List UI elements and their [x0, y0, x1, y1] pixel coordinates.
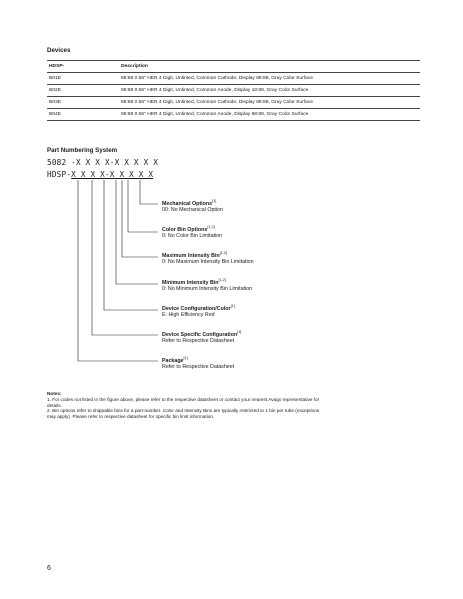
part-number-line-5082: 5082 -X X X X-X X X X X — [47, 158, 159, 167]
option-footnote: [1,2] — [207, 225, 215, 229]
table-cell: 88:88 0.56" HER 4 Digit, Untinted, Common Cathode, Display 88:88, Gray Color Surface — [121, 100, 314, 105]
page-number: 6 — [47, 565, 51, 572]
table-cell: 88:88 0.56" HER 4 Digit, Untinted, Common Anode, Display 88:88, Gray Color Surface — [121, 112, 309, 117]
option-desc: 0: No Color Bin Limitation — [162, 233, 223, 240]
option-desc: Refer to Respective Datasheet — [162, 338, 235, 345]
option-device-specific — [162, 329, 241, 345]
option-footnote: [1,2] — [218, 278, 226, 282]
table-cell: B01E — [49, 76, 61, 81]
option-label: Mechanical Options — [162, 200, 213, 207]
column-header: Description — [121, 64, 148, 69]
table-cell: B02E — [49, 88, 61, 93]
table-cell: B04E — [49, 112, 61, 117]
column-header: HDSP- — [49, 64, 65, 69]
option-label: Color Bin Options — [162, 226, 208, 233]
option-desc: 0: No Maximum Intensity Bin Limitation — [162, 259, 254, 266]
option-desc: E: High Efficiency Red — [162, 312, 215, 319]
table-cell: 88:88 0.56" HER 4 Digit, Untinted, Common Cathode, Display 88:88, Gray Color Surface — [121, 76, 314, 81]
option-label: Minimum Intensity Bin — [162, 279, 219, 286]
option-min-intensity — [162, 277, 252, 293]
option-label: Maximum Intensity Bin — [162, 252, 220, 259]
option-label: Device Specific Configuration — [162, 331, 238, 338]
option-desc: 00: No Mechanical Option — [162, 207, 223, 214]
option-footnote: [1] — [237, 330, 242, 334]
part-positions: X X X X-X X X X X — [71, 170, 154, 179]
option-footnote: [1] — [230, 304, 235, 308]
option-footnote: [1] — [183, 356, 188, 360]
option-package — [162, 355, 234, 371]
option-label: Device Configuration/Color — [162, 305, 231, 312]
option-color-bin — [162, 224, 222, 240]
option-desc: 0: No Minimum Intensity Bin Limitation — [162, 286, 253, 293]
option-label: Package — [162, 357, 184, 364]
notes-title: Notes: — [47, 391, 62, 396]
note-item: 2. Bin options refer to shippable bins for a part-number. Color and Intensity Bins are typically restricted to 1 bin per tube (exceptions may apply). Please refer to respective datasheet for specific bin limit information. — [47, 408, 320, 420]
table-cell: B03E — [49, 100, 61, 105]
option-mechanical — [162, 198, 223, 214]
devices-title: Devices — [47, 47, 71, 54]
note-item: 1. For codes not listed in the figure above, please refer to the respective datasheet or contact your nearest Avago representative for details. — [47, 396, 320, 408]
notes-section — [47, 391, 327, 420]
option-device-config — [162, 303, 235, 319]
part-numbering-title: Part Numbering System — [47, 147, 118, 154]
option-desc: Refer to Respective Datasheet — [162, 364, 235, 371]
table-cell: 88:88 0.56" HER 4 Digit, Untinted, Common Anode, Display 18:88, Gray Color Surface — [121, 88, 309, 93]
part-prefix: HDSP- — [47, 170, 72, 179]
option-footnote: [1,2] — [219, 251, 228, 255]
option-footnote: [1] — [212, 199, 217, 203]
option-max-intensity — [162, 250, 254, 266]
